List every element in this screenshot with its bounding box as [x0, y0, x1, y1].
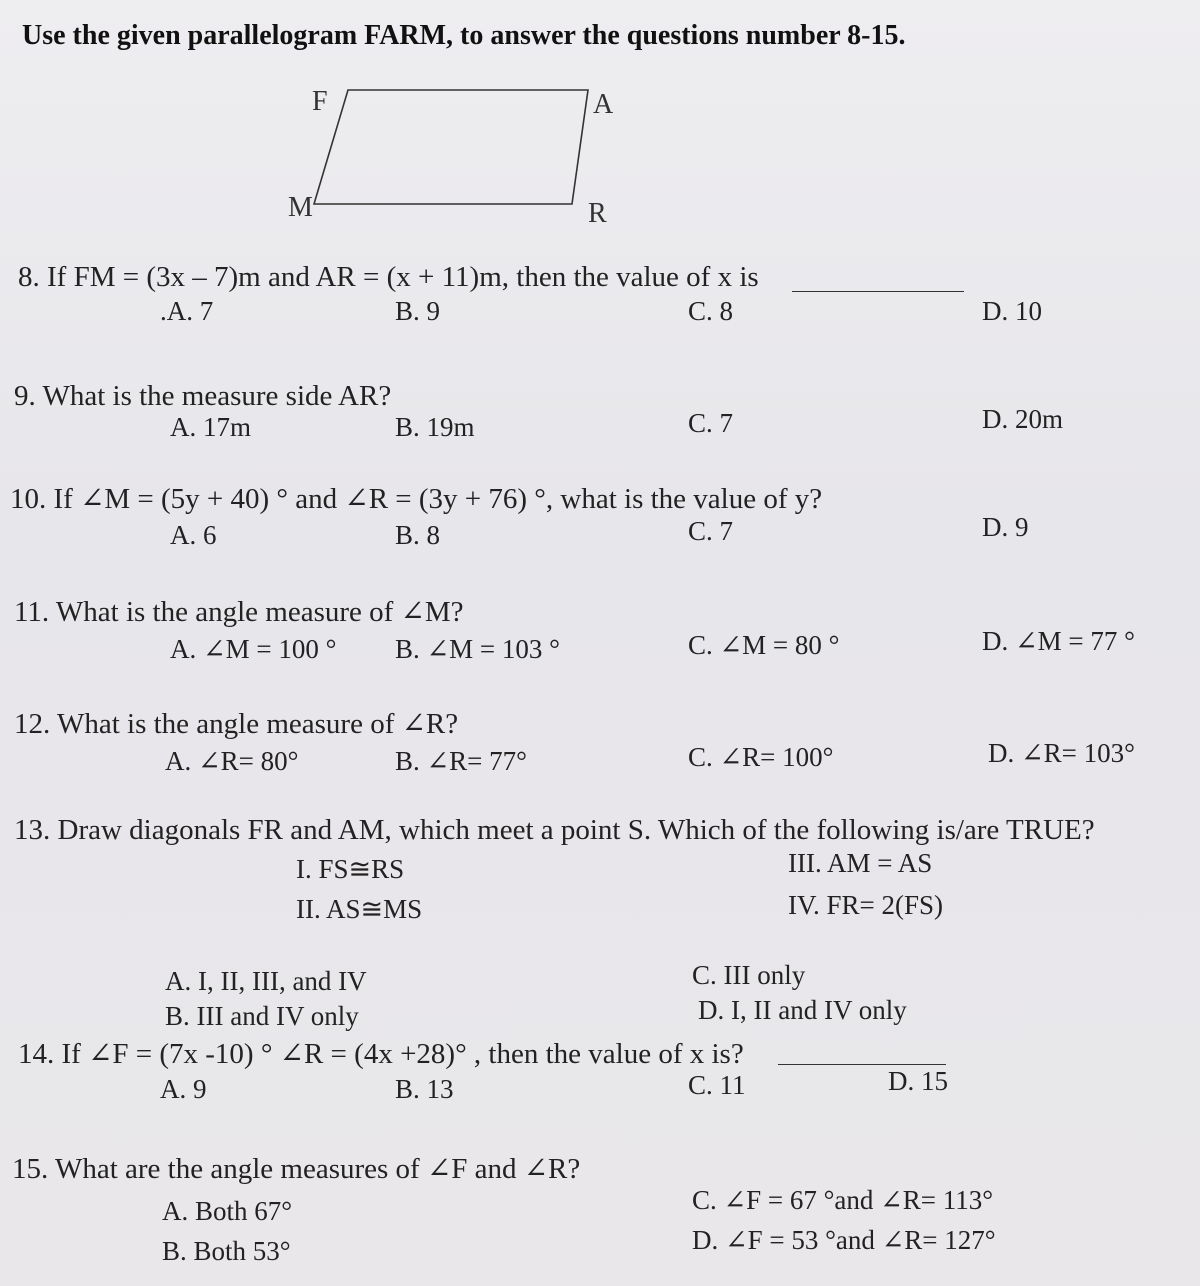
- question-11-option-b: B. ∠M = 103 °: [395, 634, 560, 664]
- question-9-stem: 9. What is the measure side AR?: [14, 380, 392, 412]
- question-9-option-d: D. 20m: [982, 404, 1063, 434]
- question-12-option-d: D. ∠R= 103°: [988, 738, 1135, 768]
- question-12-stem: 12. What is the angle measure of ∠R?: [14, 708, 459, 740]
- vertex-label-r: R: [588, 198, 607, 229]
- question-13-stem: 13. Draw diagonals FR and AM, which meet a point S. Which of the following is/are TRUE?: [14, 814, 1095, 846]
- question-10-option-b: B. 8: [395, 520, 441, 550]
- instructions-heading: Use the given parallelogram FARM, to answer the questions number 8-15.: [22, 20, 906, 51]
- question-8-option-b: B. 9: [395, 296, 441, 326]
- question-8-stem: 8. If FM = (3x – 7)m and AR = (x + 11)m, then the value of x is: [18, 261, 759, 293]
- question-15-option-c: C. ∠F = 67 °and ∠R= 113°: [692, 1185, 994, 1215]
- answer-blank-8: [792, 291, 964, 292]
- question-12-option-c: C. ∠R= 100°: [688, 742, 834, 772]
- question-13-statement-3: III. AM = AS: [788, 848, 933, 878]
- question-11-stem: 11. What is the angle measure of ∠M?: [14, 596, 464, 628]
- question-10-stem: 10. If ∠M = (5y + 40) ° and ∠R = (3y + 76) °, what is the value of y?: [10, 483, 823, 515]
- question-13-option-b: B. III and IV only: [165, 1001, 359, 1031]
- question-13-statement-4: IV. FR= 2(FS): [788, 890, 944, 920]
- question-13-statement-1: I. FS≅RS: [296, 854, 405, 884]
- question-12-option-b: B. ∠R= 77°: [395, 746, 527, 776]
- question-11-option-d: D. ∠M = 77 °: [982, 626, 1135, 656]
- question-13-statement-2: II. AS≅MS: [296, 894, 423, 924]
- vertex-label-m: M: [288, 192, 313, 223]
- question-8-option-a: .A. 7: [160, 296, 214, 326]
- vertex-label-f: F: [312, 86, 328, 117]
- question-12-option-a: A. ∠R= 80°: [165, 746, 299, 776]
- question-9-option-c: C. 7: [688, 408, 734, 438]
- question-14-option-d: D. 15: [888, 1066, 948, 1096]
- question-15-stem: 15. What are the angle measures of ∠F and ∠R?: [12, 1153, 581, 1185]
- question-10-option-d: D. 9: [982, 512, 1029, 542]
- question-15-option-d: D. ∠F = 53 °and ∠R= 127°: [692, 1225, 996, 1255]
- question-14-option-a: A. 9: [160, 1074, 207, 1104]
- question-8-option-d: D. 10: [982, 296, 1042, 326]
- vertex-label-a: A: [593, 89, 614, 120]
- question-14-option-c: C. 11: [688, 1070, 746, 1100]
- question-13-option-c: C. III only: [692, 960, 806, 990]
- question-13-option-d: D. I, II and IV only: [698, 995, 907, 1025]
- answer-blank-14: [778, 1064, 946, 1065]
- question-9-option-a: A. 17m: [170, 412, 251, 442]
- question-15-option-a: A. Both 67°: [162, 1196, 293, 1226]
- question-9-option-b: B. 19m: [395, 412, 475, 442]
- question-8-option-c: C. 8: [688, 296, 734, 326]
- question-11-option-c: C. ∠M = 80 °: [688, 630, 840, 660]
- parallelogram-farm-figure: [270, 80, 630, 230]
- question-11-option-a: A. ∠M = 100 °: [170, 634, 337, 664]
- question-14-stem: 14. If ∠F = (7x -10) ° ∠R = (4x +28)° , then the value of x is?: [18, 1038, 744, 1070]
- question-13-option-a: A. I, II, III, and IV: [165, 966, 367, 996]
- question-15-option-b: B. Both 53°: [162, 1236, 291, 1266]
- parallelogram-shape: [314, 90, 588, 204]
- question-10-option-c: C. 7: [688, 516, 734, 546]
- question-10-option-a: A. 6: [170, 520, 217, 550]
- question-14-option-b: B. 13: [395, 1074, 454, 1104]
